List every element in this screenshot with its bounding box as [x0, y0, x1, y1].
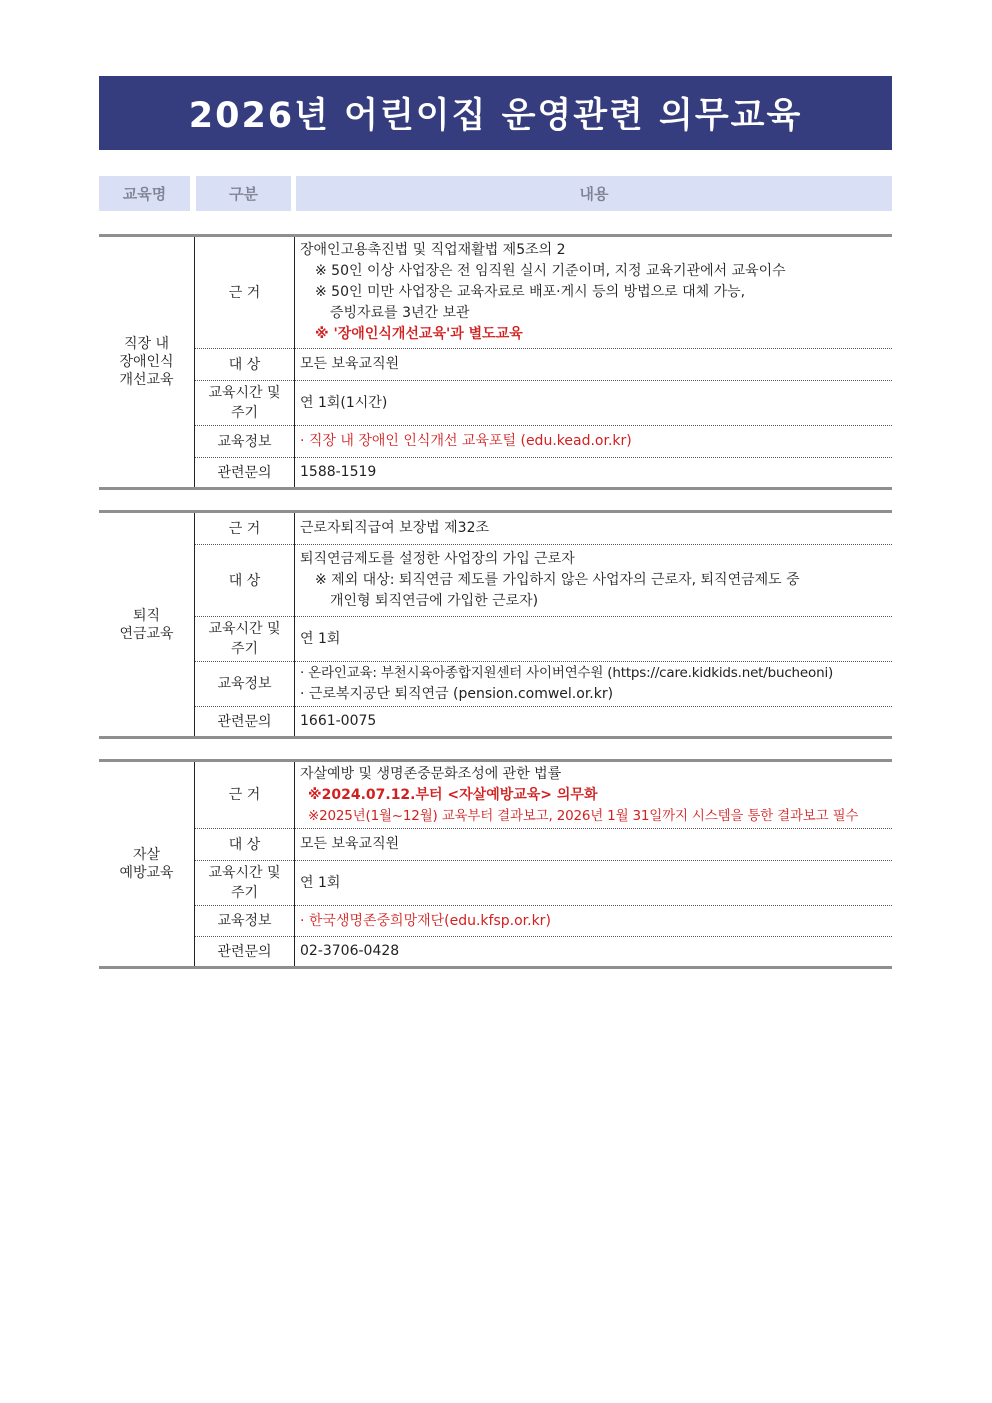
row-label-time: 교육시간 및 주기	[195, 617, 295, 662]
table-row	[99, 761, 892, 829]
column-header-category: 구분	[196, 176, 291, 211]
info-content: · 온라인교육: 부천시육아종합지원센터 사이버연수원 (https://care.kidkids.net/bucheoni) · 근로복지공단 퇴직연금 (pension.comwel.or.kr)	[295, 662, 893, 707]
section-suicide-prevention	[99, 759, 892, 969]
table-row	[99, 861, 892, 906]
row-label-target: 대 상	[195, 829, 295, 861]
table-row	[99, 906, 892, 937]
section-name: 직장 내 장애인식 개선교육	[99, 236, 195, 489]
row-label-info: 교육정보	[195, 662, 295, 707]
column-header-content: 내용	[296, 176, 892, 211]
table-row	[99, 381, 892, 426]
target-content: 퇴직연금제도를 설정한 사업장의 가입 근로자 ※ 제외 대상: 퇴직연금 제도를 가입하지 않은 사업자의 근로자, 퇴직연금제도 중 개인형 퇴직연금에 가입한 근로자)	[295, 545, 893, 617]
row-label-basis: 근 거	[195, 512, 295, 545]
time-content: 연 1회(1시간)	[295, 381, 893, 426]
table-row	[99, 458, 892, 489]
info-content: · 직장 내 장애인 인식개선 교육포털 (edu.kead.or.kr)	[295, 426, 893, 458]
table-row	[99, 349, 892, 381]
section-name: 퇴직 연금교육	[99, 512, 195, 738]
row-label-basis: 근 거	[195, 761, 295, 829]
contact-content: 1588-1519	[295, 458, 893, 489]
basis-content: 근로자퇴직급여 보장법 제32조	[300, 520, 490, 536]
section-disability-awareness	[99, 234, 892, 490]
table-row	[99, 937, 892, 968]
table-row	[99, 236, 892, 349]
contact-content: 1661-0075	[295, 707, 893, 738]
row-label-time: 교육시간 및 주기	[195, 381, 295, 426]
basis-content: 자살예방 및 생명존중문화조성에 관한 법률 ※2024.07.12.부터 <자살예방교육> 의무화 ※2025년(1월~12월) 교육부터 결과보고, 2026년 1월 31일까지 시스템을 통한 결과보고 필수	[300, 765, 859, 824]
row-label-time: 교육시간 및 주기	[195, 861, 295, 906]
column-header-education-name: 교육명	[99, 176, 190, 211]
table-row	[99, 512, 892, 545]
contact-content: 02-3706-0428	[295, 937, 893, 968]
table-row	[99, 545, 892, 617]
target-content: 모든 보육교직원	[295, 829, 893, 861]
table-row	[99, 662, 892, 707]
info-content: · 한국생명존중희망재단(edu.kfsp.or.kr)	[295, 906, 893, 937]
row-label-target: 대 상	[195, 545, 295, 617]
table-row	[99, 617, 892, 662]
row-label-basis: 근 거	[195, 236, 295, 349]
row-label-info: 교육정보	[195, 906, 295, 937]
basis-content: 장애인고용촉진법 및 직업재활법 제5조의 2 ※ 50인 이상 사업장은 전 임직원 실시 기준이며, 지정 교육기관에서 교육이수 ※ 50인 미만 사업장은 교육자료로 배포·게시 등의 방법으로 대체 가능, 증빙자료를 3년간 보관 ※ '장애인식개선교육'과 별도교육	[300, 242, 786, 342]
table-row	[99, 426, 892, 458]
row-label-info: 교육정보	[195, 426, 295, 458]
time-content: 연 1회	[295, 861, 893, 906]
row-label-target: 대 상	[195, 349, 295, 381]
section-name: 자살 예방교육	[99, 761, 195, 968]
table-row	[99, 829, 892, 861]
target-content: 모든 보육교직원	[295, 349, 893, 381]
table-row	[99, 707, 892, 738]
time-content: 연 1회	[295, 617, 893, 662]
row-label-contact: 관련문의	[195, 707, 295, 738]
section-retirement-pension	[99, 510, 892, 739]
row-label-contact: 관련문의	[195, 937, 295, 968]
row-label-contact: 관련문의	[195, 458, 295, 489]
page-title: 2026년 어린이집 운영관련 의무교육	[99, 76, 892, 150]
